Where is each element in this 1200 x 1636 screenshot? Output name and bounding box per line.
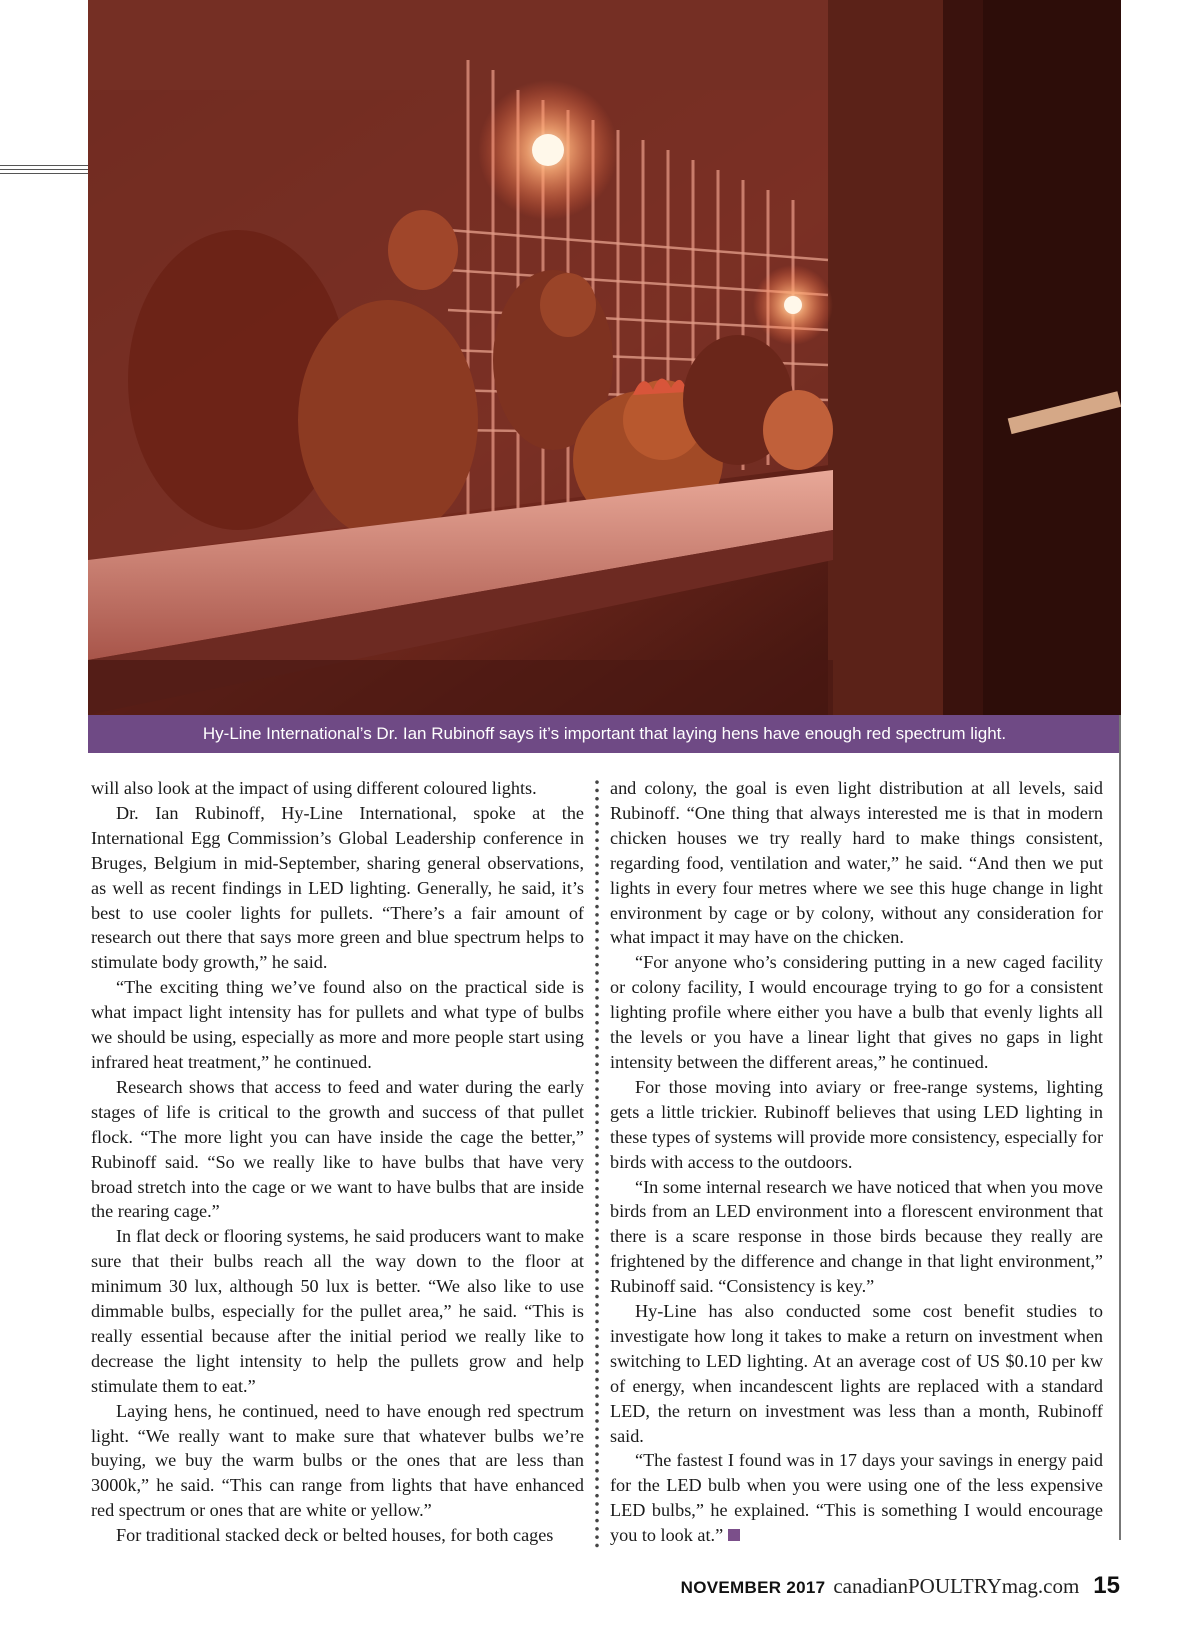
footer-website: canadianPOULTRYmag.com: [833, 1574, 1080, 1598]
paragraph: For traditional stacked deck or belted houses, for both cages: [116, 1525, 554, 1546]
paragraph: Research shows that access to feed and water during the early stages of life is critical to the growth and success of that pullet flock. “The more light you can have inside the cage the better,” Rubinoff said. “So we really like to have bulbs that have very broad stretch into the cage or we want to have bulbs that are inside the rearing cage.”: [91, 1076, 584, 1222]
paragraph: and colony, the goal is even light distribution at all levels, said Rubinoff. “One thing that always interested me is that in modern chicken houses we try really hard to make things consistent, regarding food, ventilation and water,” he said. “And then we put lights in every four metres where we see this huge change in light environment by cage or by colony, without any consideration for what impact it may have on the chicken.: [610, 778, 1103, 948]
end-of-article-square-icon: [728, 1529, 740, 1541]
page-number: 15: [1093, 1572, 1120, 1599]
paragraph-last: [610, 1448, 1103, 1548]
paragraph: Laying hens, he continued, need to have enough red spectrum light. “We really want to make sure that whatever bulbs we’re buying, we buy the warm bulbs or the ones that are less than 3000k,” he said. “This can range from lights that have enhanced red spectrum or ones that are white or yellow.”: [91, 1400, 584, 1521]
hens-in-cage-photo: [88, 0, 1121, 715]
page-footer: [681, 1572, 1120, 1602]
article-column-right: [610, 776, 1103, 1548]
footer-date: NOVEMBER 2017: [680, 1578, 826, 1597]
photo-caption: Hy-Line International’s Dr. Ian Rubinoff says it’s important that laying hens have enough red spectrum light.: [88, 715, 1121, 753]
paragraph: Dr. Ian Rubinoff, Hy-Line International, spoke at the International Egg Commission’s Global Leadership conference in Bruges, Belgium in mid-September, sharing general observations, as well as recent findings in LED lighting. Generally, he said, it’s best to use cooler lights for pullets. “There’s a fair amount of research out there that says more green and blue spectrum helps to stimulate body growth,” he said.: [91, 802, 584, 973]
paragraph: For those moving into aviary or free-range systems, lighting gets a little trickier. Rubinoff believes that using LED lighting in these types of systems will provide more consistency, especially for birds with access to the outdoors.: [610, 1076, 1103, 1172]
paragraph-text: “The fastest I found was in 17 days your savings in energy paid for the LED bulb when you were using one of the less expensive LED bulbs,” he explained. “This is something I would encourage you to look at.”: [610, 1450, 1103, 1546]
paragraph: “In some internal research we have noticed that when you move birds from an LED environment into a florescent environment that there is a scare response in those birds because they really are frightened by the difference and change in that light environment,” Rubinoff said. “Consistency is key.”: [610, 1176, 1103, 1297]
paragraph: will also look at the impact of using different coloured lights.: [91, 778, 537, 798]
column-dotted-divider: [594, 778, 600, 1548]
paragraph: Hy-Line has also conducted some cost benefit studies to investigate how long it takes to make a return on investment when switching to LED lighting. At an average cost of US $0.10 per kw of energy, when incandescent lights are replaced with a standard LED, the return on investment was less than a month, Rubinoff said.: [610, 1301, 1103, 1446]
decorative-rule-lines: [0, 165, 88, 177]
paragraph: “The exciting thing we’ve found also on the practical side is what impact light intensity has for pullets and what type of bulbs we should be using, especially as more and more people start using infrared heat treatment,” he continued.: [91, 977, 584, 1072]
article-column-left: [91, 776, 584, 1548]
page-edge-rule: [1119, 715, 1121, 1540]
paragraph: In flat deck or flooring systems, he said producers want to make sure that their bulbs reach all the way down to the floor at minimum 30 lux, although 50 lux is better. “We also like to use dimmable bulbs, especially for the pullet area,” he said. “This is really essential because after the initial period we really like to decrease the light intensity to help the pullets grow and help stimulate them to eat.”: [91, 1226, 584, 1396]
paragraph: “For anyone who’s considering putting in a new caged facility or colony facility, I would encourage trying to go for a consistent lighting profile where either you have a bulb that evenly lights all the levels or you have a linear light that gives no gaps in light intensity between the different areas,” he continued.: [610, 952, 1103, 1072]
hens-photo-illustration: [88, 0, 1121, 715]
